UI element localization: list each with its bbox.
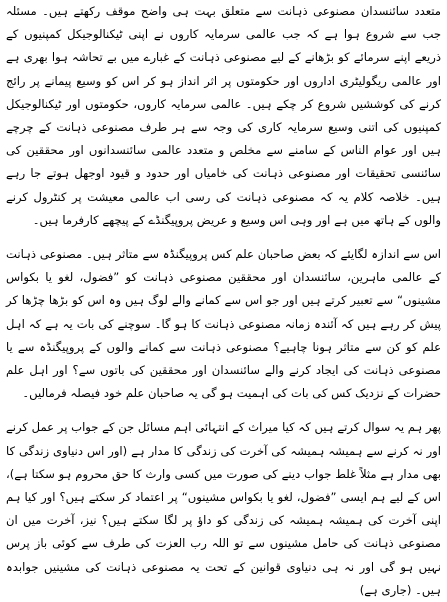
article-paragraph-1: متعدد سائنسدان مصنوعی ذہانت سے متعلق بہت ہی واضح موقف رکھتے ہیں۔ مسئلہ جب سے شروع ہوا ہے کہ جب عالمی سرمایہ کاروں نے اپنی ٹیکنالوجیکل کمپنیوں کے ذریعے اپنے سرمائے کو بڑھانے کے لیے مصنوعی ذہانت کے غبارے میں بے تحاشہ ہوا بھری ہے اور عالمی ریگولیٹری اداروں اور حکومتوں پر اثر انداز ہو کر اس کو وسیع پیمانے پر رائج کرنے کی کوششیں شروع کر چکے ہیں۔ عالمی سرمایہ کاروں، حکومتوں اور ٹیکنالوجیکل کمپنیوں کی اتنی وسیع سرمایہ کاری کی وجہ سے ہر طرف مصنوعی ذہانت کے چرچے ہیں اور عوام الناس کے سامنے سے مخلص و متعدد عالمی سائنسدانوں اور محققین کی سائنسی تحقیقات اور مصنوعی ذہانت کی خامیاں اور حدود و قیود اوجھل ہوتے جا رہے ہیں۔ خلاصہ کلام یہ کہ مصنوعی ذہانت کی رسی اب عالمی معیشت پر کنٹرول کرنے والوں کے ہاتھ میں ہے اور وہی اس وسیع و عریض پروپیگنڈے کے پیچھے کارفرما ہیں۔ xyxy=(6,4,441,227)
article-paragraph-2: اس سے اندازہ لگایئے کہ بعض صاحبان علم کس پروپیگنڈہ سے متاثر ہیں۔ مصنوعی ذہانت کے عالمی ماہرین، سائنسدان اور محققین مصنوعی ذہانت کو ”فضول، لغو یا بکواس مشینوں“ سے تعبیر کرتے ہیں اور جو اس سے کمانے والے لوگ ہیں وہ اس کو بڑھا چڑھا کر پیش کر رہے ہیں کہ آئندہ زمانہ مصنوعی ذہانت کا ہو گا۔ سوچنے کی بات یہ ہے کہ اہل علم کو کن سے متاثر ہونا چاہیے؟ مصنوعی ذہانت سے کمانے والوں کے پروپیگنڈہ سے یا مصنوعی ذہانت کی ایجاد کرنے والے سائنسدان اور محققین کی باتوں سے؟ اور اہل علم حضرات کے نزدیک کس کی بات کی اہمیت ہو گی یہ صاحبان علم خود فیصلہ فرمالیں۔ xyxy=(6,247,441,401)
article-paragraph-3: پھر ہم یہ سوال کرتے ہیں کہ کیا میراث کے انتہائی اہم مسائل جن کے جواب پر عمل کرنے اور نہ کرنے سے ہمیشہ ہمیشہ کی آخرت کی زندگی کا مدار ہے (اور اس دنیاوی زندگی کا بھی مدار ہے مثلاً غلط جواب دینے کی صورت میں کسی وارث کا حق محروم ہو سکتا ہے)، اس کے لیے ہم ایسی ”فضول، لغو یا بکواس مشینوں“ پر اعتماد کر سکتے ہیں؟ اور کیا ہم اپنی آخرت کی ہمیشہ ہمیشہ کی زندگی کو داؤ پر لگا سکتے ہیں؟ نیز، آخرت میں ان مصنوعی ذہانت کی حامل مشینوں سے تو اللہ رب العزت کی طرف سے کوئی باز پرس نہیں ہو گی اور نہ ہی دنیاوی قوانین کے تحت یہ مصنوعی ذہانت کی مشینیں جوابدہ ہیں۔ (جاری ہے) xyxy=(6,420,441,597)
